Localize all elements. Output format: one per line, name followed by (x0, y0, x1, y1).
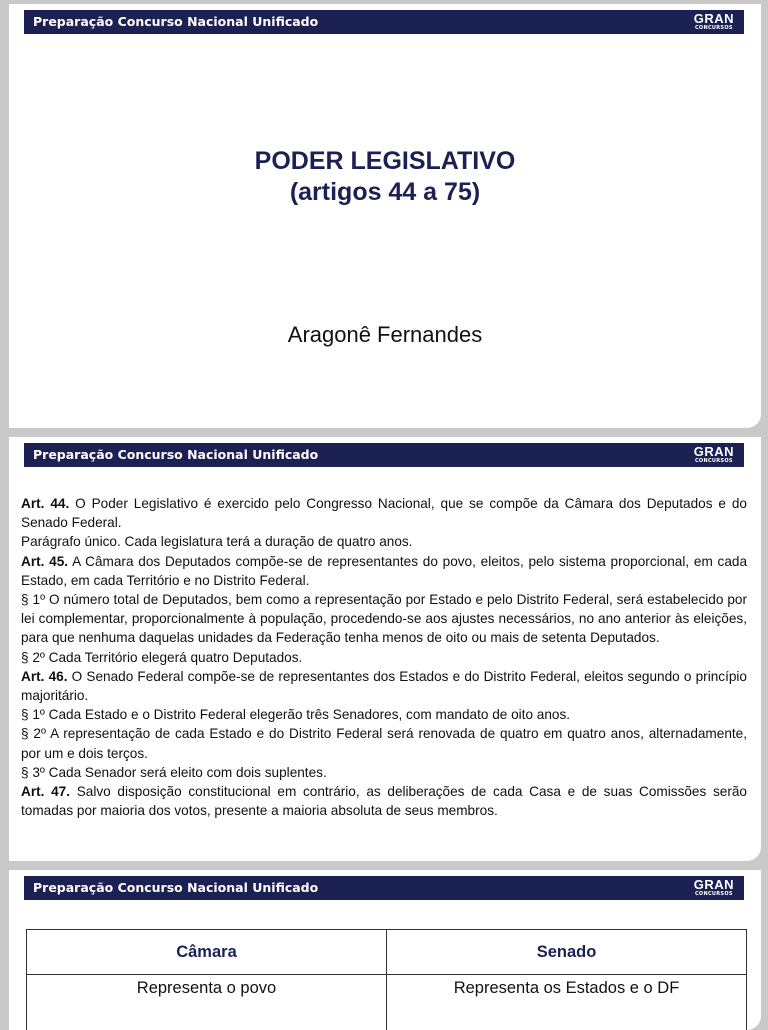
title-line-2: (artigos 44 a 75) (9, 177, 761, 208)
articles-text (21, 494, 747, 820)
paragraph: Art. 46. O Senado Federal compõe-se de representantes dos Estados e do Distrito Federal, eleitos segundo o princípio majoritário. (21, 667, 747, 705)
header-title: Preparação Concurso Nacional Unificado (33, 14, 318, 29)
gran-logo: GRAN CONCURSOS (694, 12, 734, 31)
paragraph: § 3º Cada Senador será eleito com dois suplentes. (21, 763, 747, 782)
header-bar (24, 443, 744, 467)
title-line-1: PODER LEGISLATIVO (9, 146, 761, 177)
table-cell: Representa os Estados e o DF (387, 975, 747, 1030)
gran-logo: GRAN CONCURSOS (694, 445, 734, 464)
gran-logo: GRAN CONCURSOS (694, 878, 734, 897)
slide-articles (9, 437, 761, 861)
author-name: Aragonê Fernandes (9, 322, 761, 348)
paragraph: § 2º Cada Território elegerá quatro Deputados. (21, 648, 747, 667)
table-header-row (27, 930, 747, 975)
paragraph: § 2º A representação de cada Estado e do Distrito Federal será renovada de quatro em quatro anos, alternadamente, por um e dois terços. (21, 724, 747, 762)
table-row (27, 975, 747, 1030)
slide-title-heading (9, 146, 761, 208)
column-header-senado: Senado (387, 930, 747, 975)
paragraph: Parágrafo único. Cada legislatura terá a duração de quatro anos. (21, 532, 747, 551)
column-header-camara: Câmara (27, 930, 387, 975)
paragraph: Art. 44. O Poder Legislativo é exercido pelo Congresso Nacional, que se compõe da Câmara dos Deputados e do Senado Federal. (21, 494, 747, 532)
header-bar (24, 10, 744, 34)
paragraph: § 1º O número total de Deputados, bem como a representação por Estado e pelo Distrito Federal, será estabelecido por lei complementar, proporcionalmente à população, procedendo-se aos ajustes necessários, no ano anterior às eleições, para que nenhuma daquelas unidades da Federação tenha menos de oito ou mais de setenta Deputados. (21, 590, 747, 648)
table-cell: Representa o povo (27, 975, 387, 1030)
paragraph: § 1º Cada Estado e o Distrito Federal elegerão três Senadores, com mandato de oito anos. (21, 705, 747, 724)
header-title: Preparação Concurso Nacional Unificado (33, 447, 318, 462)
slide-comparison (9, 870, 761, 1030)
paragraph: Art. 45. A Câmara dos Deputados compõe-se de representantes do povo, eleitos, pelo sistema proporcional, em cada Estado, em cada Território e no Distrito Federal. (21, 552, 747, 590)
header-title: Preparação Concurso Nacional Unificado (33, 880, 318, 895)
header-bar (24, 876, 744, 900)
paragraph: Art. 47. Salvo disposição constitucional em contrário, as deliberações de cada Casa e de suas Comissões serão tomadas por maioria dos votos, presente a maioria absoluta de seus membros. (21, 782, 747, 820)
comparison-table (26, 929, 747, 1030)
slide-title (9, 4, 761, 428)
